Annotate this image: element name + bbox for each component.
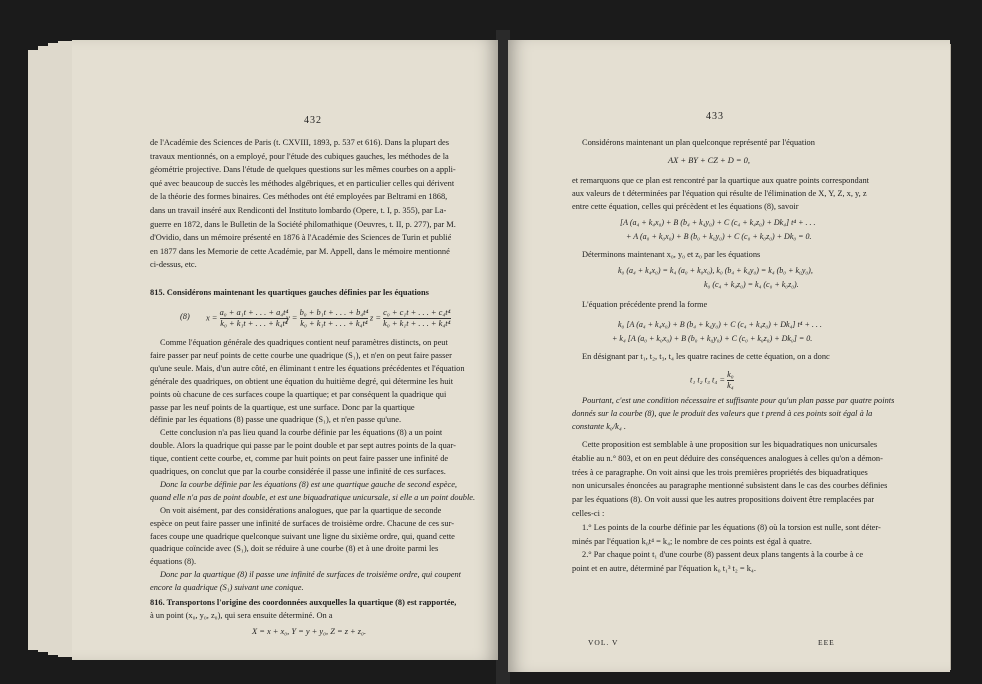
text-line: de l'Académie des Sciences de Paris (t. CXVIII, 1893, p. 537 et 616). Dans la plupart des (150, 138, 449, 147)
section-816: 816. Transportons l'origine des coordonnées auxquelles la quartique (8) est rapportée, (150, 598, 457, 607)
text-line: équations (8). (150, 557, 197, 567)
text-line: L'équation précédente prend la forme (582, 300, 708, 309)
text-line: On voit aisément, par des considérations analogues, que par la quartique de seconde (160, 505, 442, 515)
text-line: définie par les équations (8) passe une quadrique (S₁), et n'en passe qu'une. (150, 415, 402, 425)
equation-line: k₀ [A (a₄ + k₄x₀) + B (b₄ + k₄y₀) + C (c₄ + k₄z₀) + Dk₄] t⁴ + . . . (618, 320, 822, 329)
text-line: point et en autre, déterminé par l'équation k₀ t₁³ t₂ = k₄. (572, 564, 756, 574)
text-line: ci-dessus, etc. (150, 260, 197, 270)
text-line: par les équations (8). On voit aussi que les autres propositions doivent être remplacées par (572, 495, 875, 505)
text-line: Pourtant, c'est une condition nécessaire et suffisante pour qu'un plan passe par quatre points (582, 396, 895, 405)
text-line: qu'une seule. Mais, d'un autre côté, en éliminant t entre les équations précédentes et l'équation (150, 363, 465, 373)
text-line: double. Alors la quadrique qui passe par le point double et par sept autres points de la quar- (150, 441, 456, 451)
fraction (300, 308, 369, 329)
text-line: guerre en 1872, dans le Bulletin de la Société philomathique (Oeuvres, t. II, p. 277), par M. (150, 219, 456, 229)
text-line: aux valeurs de t déterminées par l'équation qui résulte de l'élimination de X, Y, Z, x, y, z (572, 189, 867, 198)
equation-line: k₀ (c₄ + k₄z₀) = k₄ (c₀ + k₀z₀). (704, 280, 799, 289)
denominator: k₀ + k₁t + . . . + k₄t⁴ (220, 319, 288, 328)
text-line: d'Ovidio, dans un mémoire présenté en 1876 à l'Académie des Sciences de Turin et publié (150, 233, 452, 243)
text-line: en 1877 dans les Memorie de cette Académie, par M. Appell, dans le mémoire mentionné (150, 246, 450, 256)
text-line: constante k₀/k₄ . (572, 422, 626, 431)
equation-lhs: x = (206, 313, 218, 323)
text-line: faire passer par neuf points de cette courbe une quadrique (S₁), et n'en on peut faire passer (150, 350, 452, 360)
text-line: Considérons maintenant un plan quelconque représenté par l'équation (582, 138, 815, 147)
text-line: Déterminons maintenant x₀, y₀ et z₀ par les équations (582, 250, 761, 259)
numerator: a₀ + a₁t + . . . + a₄t⁴ (219, 308, 289, 317)
fraction (727, 370, 734, 391)
page-number: 433 (706, 111, 724, 122)
equation-line: k₀ (a₄ + k₄x₀) = k₄ (a₀ + k₀x₀), k₀ (b₄ + k₄y₀) = k₄ (b₀ + k₀y₀), (618, 266, 813, 275)
text-line: générale des quadriques, on obtient une équation du huitième degré, qui détermine les huit (150, 376, 454, 386)
text-line: entre cette équation, celles qui précèdent et les équations (8), savoir (572, 202, 799, 211)
text-line: dans un travail inséré aux Rendiconti del Instituto lombardo (Opere, t. I, p. 355), par La- (150, 206, 447, 215)
equation-line: + k₄ [A (a₀ + k₀x₀) + B (b₀ + k₀y₀) + C (c₀ + k₀z₀) + Dk₀] = 0. (612, 334, 813, 343)
text-line: 2.° Par chaque point t₁ d'une courbe (8) passent deux plans tangents à la courbe à ce (582, 550, 864, 560)
text-line: Comme l'équation générale des quadriques contient neuf paramètres distincts, on peut (160, 338, 448, 347)
text-line: points où chacune de ces surfaces coupe la quartique; et par conséquent la quadrique qui (150, 389, 447, 399)
text-line: donnés sur la courbe (8), que le produit des valeurs que t prend à ces points soit égal à la (572, 409, 873, 418)
numerator: k₀ (727, 370, 734, 379)
equation-roots (690, 370, 734, 391)
text-line: quand elle n'a pas de point double, et est une biquadratique unicursale, si elle a un point double. (150, 492, 476, 502)
text-line: trées à ce paragraphe. On voit ainsi que les trois premières propriétés des biquadratiques (572, 467, 868, 477)
page-number: 432 (304, 115, 322, 126)
equation-z (370, 308, 451, 329)
fraction (220, 308, 289, 329)
text-line: passe par les neuf points de la quartique, est une surface. Donc par la quartique (150, 402, 415, 412)
text-line: travaux mentionnés, on a employé, pour l'étude des cubiques gauches, les méthodes de la (150, 151, 449, 161)
text-line: quadriques, on conclut que par la courbe considérée il passe une infinité de ces surfaces. (150, 467, 446, 476)
numerator: c₀ + c₁t + . . . + c₄t⁴ (383, 308, 451, 317)
text-line: celles-ci : (572, 509, 605, 518)
left-page (72, 40, 498, 660)
equation-lhs: t₁ t₂ t₃ t₄ = (690, 375, 725, 385)
equation-tag: (8) (180, 312, 190, 321)
text-line: Donc la courbe définie par les équations (8) est une quartique gauche de second espèce, (160, 479, 458, 489)
text-line: En désignant par t₁, t₂, t₃, t₄ les quatre racines de cette équation, on a donc (582, 352, 830, 361)
text-line: minés par l'équation k₀t⁴ = k₄; le nombre de ces points est égal à quatre. (572, 536, 812, 546)
text-line: tique, contient cette courbe, et, comme par huit points on peut faire passer une infinité de (150, 454, 449, 464)
text-line: établie au n.° 803, et on en peut déduire des conséquences analogues à celles qu'on a démon- (572, 453, 883, 463)
text-line: faces coupe une quadrique quelconque suivant une ligne du sixième ordre, qui, quand cette (150, 531, 455, 541)
equation-x (206, 308, 288, 329)
text-line: géométrie projective. Dans l'étude de quelques questions sur les mêmes courbes on a appli- (150, 165, 456, 175)
footer-volume: VOL. V (588, 638, 619, 647)
text-line: quadrique coïncide avec (S₁), doit se réduire à une courbe (8) et à une droite parmi les (150, 544, 439, 554)
numerator: b₀ + b₁t + . . . + b₄t⁴ (299, 308, 369, 317)
text-line: de la théorie des formes binaires. Ces méthodes ont été employées par Beltrami en 1868, (150, 192, 448, 202)
section-815: 815. Considérons maintenant les quartiques gauches définies par les équations (150, 288, 429, 297)
denominator: k₄ (727, 381, 734, 390)
text-line: Cette conclusion n'a pas lieu quand la courbe définie par les équations (8) a un point (160, 428, 443, 438)
text-line: à un point (x₀, y₀, z₀), qui sera ensuite déterminé. On a (150, 611, 333, 620)
footer-signature: EEE (818, 638, 835, 647)
text-line: encore la quadrique (S₁) suivant une conique. (150, 583, 304, 593)
text-line: non unicursales énoncées au paragraphe mentionné subsistent dans le cas des courbes définies (572, 481, 888, 491)
equation-lhs: y = (286, 313, 298, 323)
equation-plane: AX + BY + CZ + D = 0, (668, 156, 750, 165)
equation-line: [A (a₄ + k₄x₀) + B (b₄ + k₄y₀) + C (c₄ + k₄z₀) + Dk₄] t⁴ + . . . (620, 218, 816, 227)
denominator: k₀ + k₁t + . . . + k₄t⁴ (383, 319, 451, 328)
denominator: k₀ + k₁t + . . . + k₄t⁴ (300, 319, 368, 328)
text-line: 1.° Les points de la courbe définie par les équations (8) où la torsion est nulle, sont déter- (582, 522, 881, 532)
text-line: Donc par la quartique (8) il passe une infinité de surfaces de troisième ordre, qui coupent (160, 570, 461, 580)
equation-y (286, 308, 368, 329)
right-page (508, 40, 950, 672)
equation-transform: X = x + x₀, Y = y + y₀, Z = z + z₀. (252, 627, 367, 636)
equation-line: + A (a₀ + k₀x₀) + B (b₀ + k₀y₀) + C (c₀ + k₀z₀) + Dk₀ = 0. (626, 232, 812, 241)
equation-lhs: z = (370, 313, 382, 323)
text-line: et remarquons que ce plan est rencontré par la quartique aux quatre points correspondant (572, 176, 869, 185)
fraction (383, 308, 450, 329)
text-line: qué avec beaucoup de succès les méthodes algébriques, et en particulier celles qui dérivent (150, 178, 455, 188)
text-line: Cette proposition est semblable à une proposition sur les biquadratiques non unicursales (582, 440, 878, 449)
text-line: espèce on peut faire passer une infinité de surfaces de troisième ordre. Chacune de ces sur- (150, 518, 454, 528)
